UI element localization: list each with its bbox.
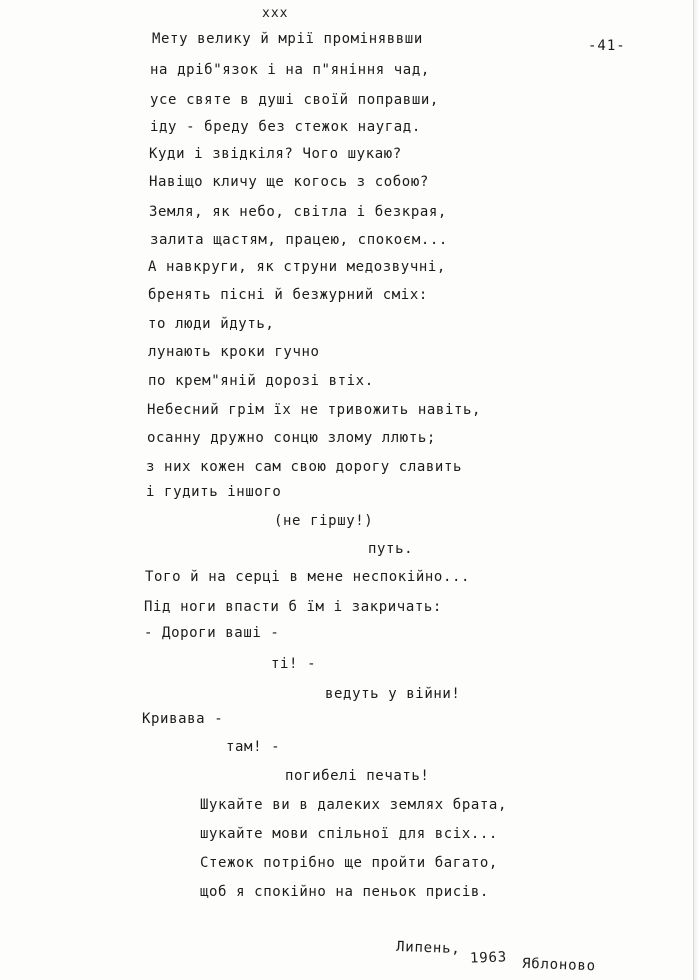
poem-line: Під ноги впасти б їм і закричать:	[144, 599, 442, 615]
signature-year: 1963	[469, 949, 508, 967]
poem-line: Земля, як небо, світла і безкрая,	[149, 204, 447, 220]
poem-line: - Дороги ваші -	[144, 625, 280, 641]
poem-line: Того й на серці в мене неспокійно...	[145, 569, 471, 585]
poem-line: А навкруги, як струни медозвучні,	[148, 259, 446, 275]
poem-line: шукайте мови спільної для всіх...	[200, 826, 498, 842]
signature-place: Яблоново	[521, 955, 597, 975]
poem-line: залита щастям, працею, спокоєм...	[150, 232, 448, 248]
poem-line: ті! -	[271, 656, 317, 672]
poem-line: осанну дружно сонцю злому ллють;	[147, 430, 436, 446]
poem-line: по крем"яній дорозі втіх.	[148, 373, 374, 389]
poem-line: Мету велику й мрії проміняввши	[152, 31, 423, 47]
poem-line: і гудить іншого	[146, 484, 282, 500]
poem-line: то люди йдуть,	[148, 316, 275, 332]
poem-line: іду - бреду без стежок наугад.	[150, 119, 421, 135]
section-mark: xxx	[262, 6, 289, 21]
poem-line: з них кожен сам свою дорогу славить	[146, 459, 463, 475]
poem-line: лунають кроки гучно	[148, 344, 320, 360]
poem-line: Стежок потрібно ще пройти багато,	[200, 855, 498, 871]
poem-line: бренять пісні й безжурний сміх:	[148, 287, 428, 303]
poem-line: ведуть у війни!	[325, 686, 461, 702]
poem-line: Куди і звідкіля? Чого шукаю?	[149, 146, 402, 162]
poem-line: усе святе в душі своїй поправши,	[150, 92, 439, 108]
page-edge	[693, 0, 700, 980]
poem-line: Шукайте ви в далеких землях брата,	[200, 797, 507, 813]
poem-line: щоб я спокійно на пеньок присів.	[200, 884, 489, 900]
poem-line: (не гіршу!)	[274, 513, 374, 529]
poem-line: Навіщо кличу ще когось з собою?	[149, 174, 429, 190]
poem-line: на дріб"язок і на п"яніння чад,	[150, 62, 430, 78]
poem-line: там! -	[226, 739, 281, 755]
page-number: -41-	[588, 38, 626, 54]
poem-line: Кривава -	[142, 711, 224, 727]
poem-line: погибелі печать!	[285, 768, 430, 784]
poem-line: Небесний грім їх не тривожить навіть,	[147, 402, 482, 418]
poem-line: путь.	[368, 541, 414, 557]
signature-month: Липень,	[395, 938, 461, 958]
